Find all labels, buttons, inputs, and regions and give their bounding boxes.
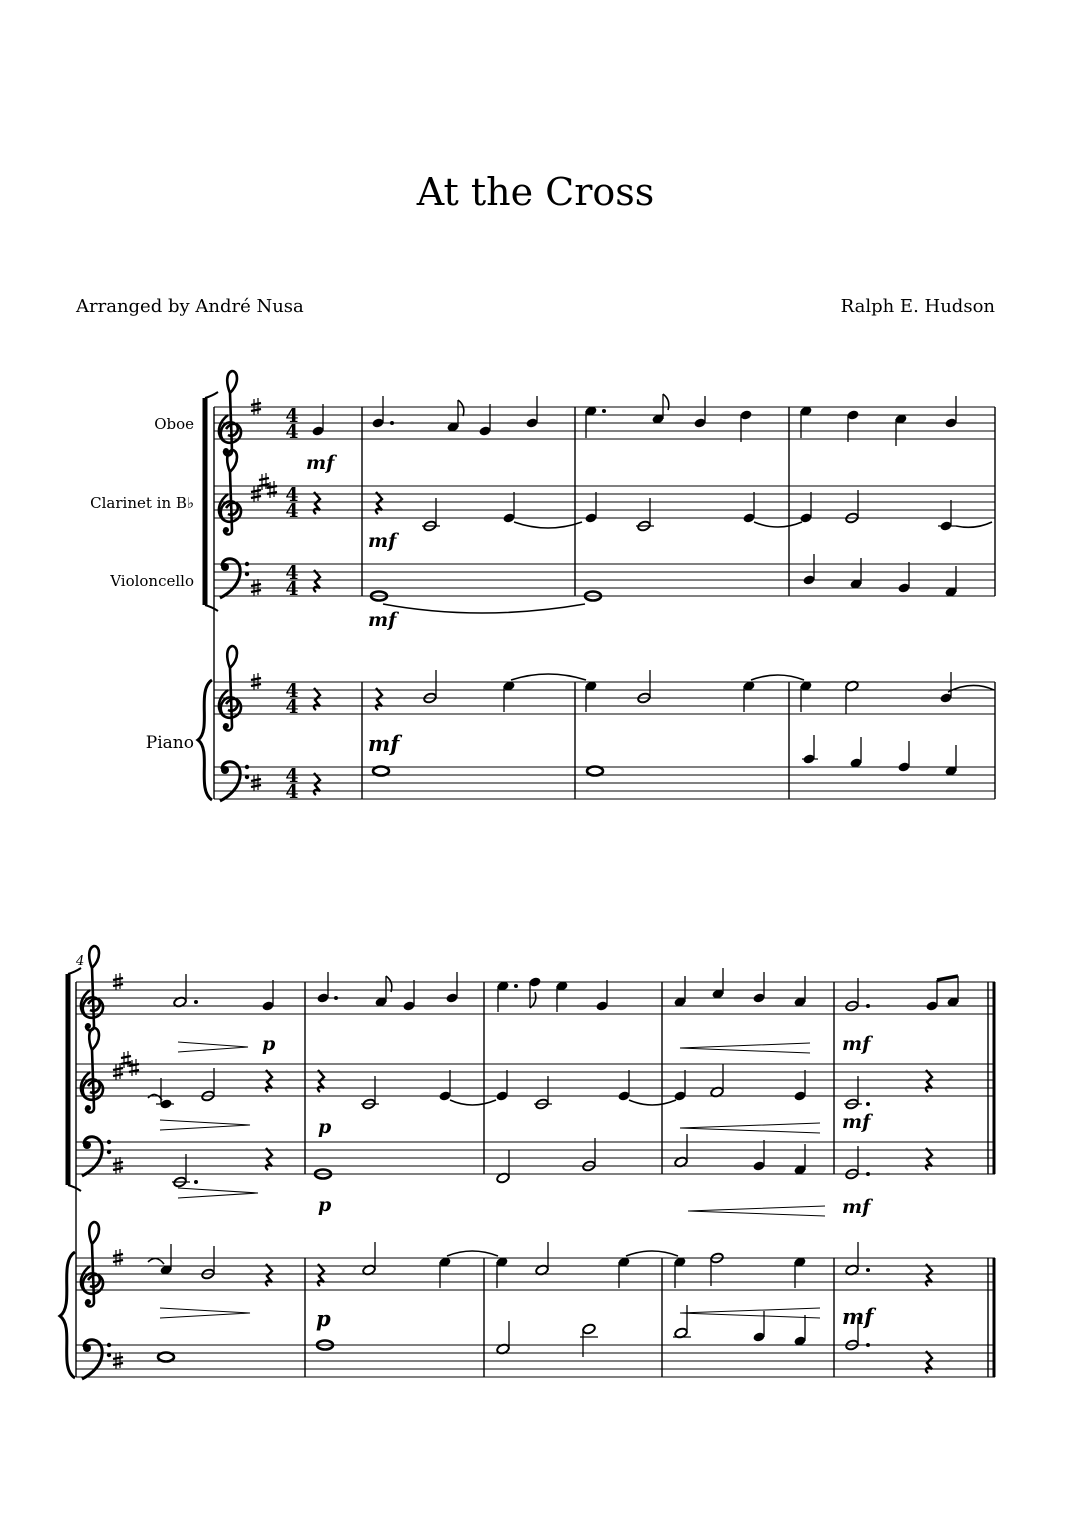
oboe-notes-sys1 — [311, 394, 957, 446]
dynamic-mf: mf — [368, 731, 400, 756]
system-1 — [90, 371, 995, 803]
dynamic-mf: mf — [368, 609, 397, 631]
cello-notes-sys1 — [314, 554, 958, 613]
dynamic-mf: mf — [368, 530, 397, 552]
dynamic-mf: mf — [306, 452, 335, 474]
dynamic-p: p — [318, 1194, 332, 1216]
dynamic-mf: mf — [842, 1196, 871, 1218]
dynamic-mf: mf — [842, 1033, 871, 1055]
svg-text:4: 4 — [285, 765, 299, 787]
measure-number: 4 — [76, 954, 85, 969]
piano-rh-notes-sys1 — [314, 670, 994, 714]
dynamic-mf: mf — [842, 1111, 871, 1133]
piano-brace — [60, 1252, 75, 1378]
svg-text:4: 4 — [285, 562, 299, 584]
dynamic-p: p — [262, 1033, 276, 1055]
dynamic-p: p — [318, 1116, 332, 1138]
svg-text:4: 4 — [285, 696, 299, 718]
svg-text:4: 4 — [285, 484, 299, 506]
dynamic-p: p — [316, 1306, 331, 1331]
svg-text:4: 4 — [285, 421, 299, 443]
clarinet-notes-sys1 — [314, 490, 992, 532]
score-title: At the Cross — [416, 170, 655, 214]
instrument-label-oboe: Oboe — [154, 415, 194, 433]
svg-text:4: 4 — [285, 781, 299, 803]
instrument-label-piano: Piano — [145, 733, 194, 753]
instrument-label-cello: Violoncello — [110, 572, 194, 590]
dynamic-mf: mf — [842, 1304, 874, 1329]
svg-text:4: 4 — [285, 680, 299, 702]
svg-text:4: 4 — [285, 578, 299, 600]
piano-lh-notes-sys1 — [314, 735, 958, 795]
composer-credit: Ralph E. Hudson — [840, 296, 995, 317]
svg-text:4: 4 — [285, 500, 299, 522]
svg-text:4: 4 — [285, 405, 299, 427]
piano-brace — [198, 680, 212, 800]
instrument-label-clarinet: Clarinet in B♭ — [90, 494, 194, 512]
arranger-credit: Arranged by André Nusa — [76, 296, 304, 317]
system-2 — [60, 946, 995, 1379]
